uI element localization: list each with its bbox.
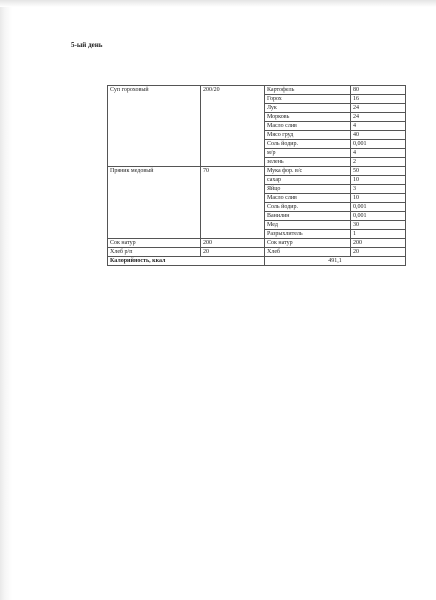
table-row [108, 167, 406, 176]
ingredient-name: м/р [265, 149, 351, 158]
ingredient-name: Ванилин [265, 212, 351, 221]
ingredient-amount: 0,001 [351, 203, 406, 212]
menu-table-body [108, 86, 406, 266]
ingredient-name: Соль йодир. [265, 140, 351, 149]
portion-size: 200 [201, 239, 265, 248]
portion-size: 200/20 [201, 86, 265, 167]
ingredient-amount: 10 [351, 194, 406, 203]
ingredient-amount: 24 [351, 113, 406, 122]
ingredient-name: Лук [265, 104, 351, 113]
portion-size: 70 [201, 167, 265, 239]
calories-label: Калорийность, ккал [108, 257, 265, 266]
portion-size: 20 [201, 248, 265, 257]
ingredient-name: Мясо груд [265, 131, 351, 140]
ingredient-name: Мука фор. в/с [265, 167, 351, 176]
ingredient-amount: 2 [351, 158, 406, 167]
ingredient-name: Яйцо [265, 185, 351, 194]
ingredient-name: Мед [265, 221, 351, 230]
ingredient-amount: 4 [351, 149, 406, 158]
ingredient-name: Картофель [265, 86, 351, 95]
table-row [108, 86, 406, 95]
scan-shadow [0, 0, 436, 7]
ingredient-amount: 16 [351, 95, 406, 104]
ingredient-name: Масло слив [265, 122, 351, 131]
ingredient-amount: 24 [351, 104, 406, 113]
ingredient-amount: 20 [351, 248, 406, 257]
ingredient-name: Горох [265, 95, 351, 104]
total-row [108, 257, 406, 266]
ingredient-amount: 200 [351, 239, 406, 248]
ingredient-amount: 30 [351, 221, 406, 230]
ingredient-amount: 80 [351, 86, 406, 95]
dish-name: Пряник медовый [108, 167, 201, 239]
dish-name: Суп гороховый [108, 86, 201, 167]
ingredient-amount: 50 [351, 167, 406, 176]
dish-name: Хлеб р/п [108, 248, 201, 257]
ingredient-name: Разрыхлитель [265, 230, 351, 239]
menu-table [107, 85, 406, 266]
dish-name: Сок натур [108, 239, 201, 248]
ingredient-amount: 4 [351, 122, 406, 131]
ingredient-name: Масло слив [265, 194, 351, 203]
ingredient-name: зелень [265, 158, 351, 167]
ingredient-name: сахар [265, 176, 351, 185]
ingredient-name: Морковь [265, 113, 351, 122]
table-row [108, 248, 406, 257]
ingredient-name: Соль йодир. [265, 203, 351, 212]
ingredient-amount: 1 [351, 230, 406, 239]
ingredient-amount: 0,001 [351, 212, 406, 221]
ingredient-name: Хлеб [265, 248, 351, 257]
table-row [108, 239, 406, 248]
ingredient-amount: 10 [351, 176, 406, 185]
ingredient-name: Сок натур [265, 239, 351, 248]
calories-value: 491,1 [265, 257, 406, 266]
ingredient-amount: 40 [351, 131, 406, 140]
day-heading: 5-ый день [71, 41, 103, 49]
ingredient-amount: 3 [351, 185, 406, 194]
ingredient-amount: 0,001 [351, 140, 406, 149]
